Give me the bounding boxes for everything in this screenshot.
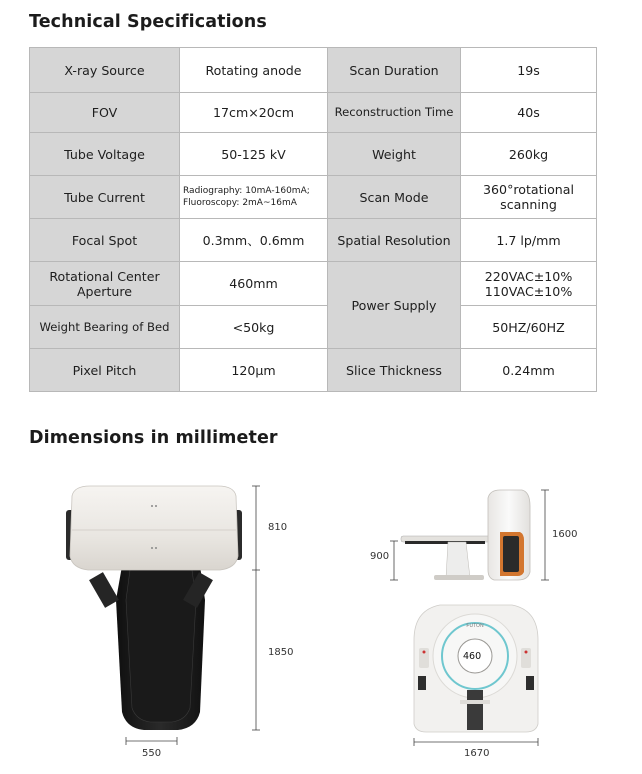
- spec-label: Tube Current: [30, 176, 180, 219]
- spec-value: 0.24mm: [461, 349, 597, 392]
- spec-label: Scan Mode: [328, 176, 461, 219]
- spec-value: Rotating anode: [180, 48, 328, 93]
- front-view-device: [66, 486, 242, 730]
- spec-label: Weight Bearing of Bed: [30, 306, 180, 349]
- front-head-unit: [70, 486, 238, 570]
- spec-value-line: 220VAC±10%: [484, 268, 573, 284]
- spec-value-line: 360°rotational: [483, 182, 574, 197]
- dim-front-top-height: 810: [268, 522, 288, 533]
- spec-value-line: Fluoroscopy: 2mA~16mA: [183, 198, 297, 208]
- spec-value: 50-125 kV: [180, 133, 328, 176]
- dim-gantry-width: 1670: [464, 748, 490, 759]
- spec-label: Spatial Resolution: [328, 219, 461, 262]
- spec-value: 17cm×20cm: [180, 93, 328, 133]
- spec-value: 120μm: [180, 349, 328, 392]
- dim-bore-diameter: 460: [463, 651, 482, 662]
- spec-value: 260kg: [461, 133, 597, 176]
- dim-side-bed-height: 900: [370, 551, 390, 562]
- spec-label: FOV: [30, 93, 180, 133]
- spec-value-line: Radiography: 10mA-160mA;: [183, 186, 310, 196]
- gantry-bed-slot: [467, 690, 483, 730]
- spec-label: Focal Spot: [30, 219, 180, 262]
- spec-label: Tube Voltage: [30, 133, 180, 176]
- spec-label: Scan Duration: [328, 48, 461, 93]
- spec-value: 40s: [461, 93, 597, 133]
- dim-front-bottom-height: 1850: [268, 647, 294, 658]
- spec-value: 0.3mm、0.6mm: [180, 219, 328, 262]
- spec-label: Reconstruction Time: [328, 93, 461, 133]
- left-detector-paddle: [89, 572, 119, 608]
- spec-label: Slice Thickness: [328, 349, 461, 392]
- bed-support: [446, 542, 470, 578]
- spec-value: 19s: [461, 48, 597, 93]
- gantry-logo: FUTON: [466, 623, 484, 629]
- technical-specifications-heading: Technical Specifications: [29, 12, 267, 32]
- spec-label: Pixel Pitch: [30, 349, 180, 392]
- spec-label: X-ray Source: [30, 48, 180, 93]
- spec-value: 460mm: [180, 262, 328, 306]
- side-view-device: [401, 490, 530, 580]
- spec-value: <50kg: [180, 306, 328, 349]
- dim-front-width: 550: [142, 748, 162, 759]
- dimensions-heading: Dimensions in millimeter: [29, 428, 278, 448]
- spec-label: Power Supply: [328, 262, 461, 349]
- spec-label-line: Rotational Center: [49, 268, 160, 284]
- spec-value: 1.7 lp/mm: [461, 219, 597, 262]
- spec-value: 50HZ/60HZ: [461, 306, 597, 349]
- gantry-dimension-lines: [414, 738, 538, 746]
- spec-label: Weight: [328, 133, 461, 176]
- dim-side-height: 1600: [552, 529, 578, 540]
- spec-value-line: scanning: [500, 197, 557, 212]
- spec-value-line: 110VAC±10%: [484, 283, 573, 299]
- spec-label-line: Aperture: [76, 283, 133, 299]
